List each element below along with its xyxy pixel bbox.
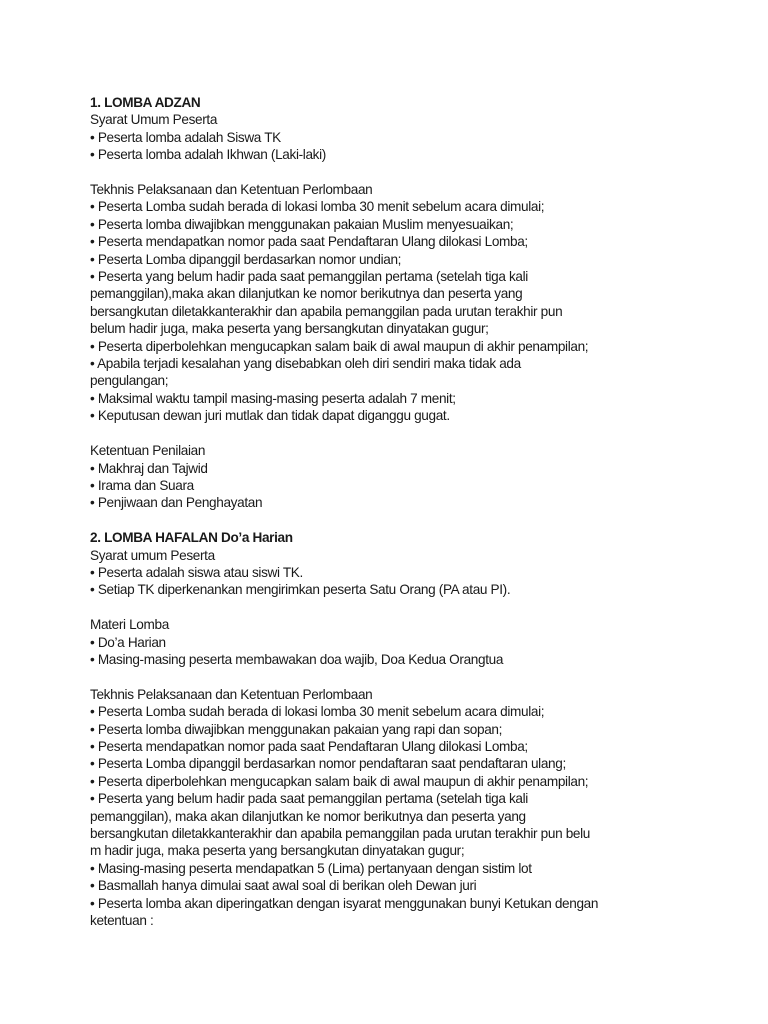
list-item: bersangkutan diletakkanterakhir dan apabila pemanggilan pada urutan terakhir pun belu [90,825,591,841]
section-heading [90,529,750,546]
list-item: ketentuan : [90,913,154,929]
list-item: • Peserta mendapatkan nomor pada saat Pendaftaran Ulang dilokasi Lomba; [90,234,528,250]
list-item: • Peserta lomba adalah Ikhwan (Laki-laki) [90,147,326,163]
list-item: belum hadir juga, maka peserta yang bersangkutan dinyatakan gugur; [90,321,489,337]
list-item: pemanggilan),maka akan dilanjutkan ke nomor berikutnya dan peserta yang [90,286,523,302]
list-item: • Peserta lomba akan diperingatkan dengan isyarat menggunakan bunyi Ketukan dengan [90,895,599,911]
list-item: • Keputusan dewan juri mutlak dan tidak dapat diganggu gugat. [90,408,450,424]
list-item: • Peserta Lomba dipanggil berdasarkan nomor pendaftaran saat pendaftaran ulang; [90,756,566,772]
list-item: bersangkutan diletakkanterakhir dan apabila pemanggilan pada urutan terakhir pun [90,303,563,319]
list-item: • Masing-masing peserta mendapatkan 5 (Lima) pertanyaan dengan sistim lot [90,860,532,876]
block-title: Tekhnis Pelaksanaan dan Ketentuan Perlombaan [90,686,373,702]
list-item: • Makhraj dan Tajwid [90,460,208,476]
block-title: Syarat Umum Peserta [90,112,218,128]
list-item: • Irama dan Suara [90,477,194,493]
block-title: Syarat umum Peserta [90,547,215,563]
list-item: • Peserta diperbolehkan mengucapkan salam baik di awal maupun di akhir penampilan; [90,773,589,789]
list-item: • Penjiwaan dan Penghayatan [90,495,263,511]
list-item: • Peserta adalah siswa atau siswi TK. [90,564,303,580]
list-item: • Do’a Harian [90,634,166,650]
list-item: pengulangan; [90,373,169,389]
list-item: • Peserta diperbolehkan mengucapkan salam baik di awal maupun di akhir penampilan; [90,338,589,354]
list-item: • Peserta lomba adalah Siswa TK [90,129,281,145]
section-heading-bold: 2. LOMBA HAFALAN [90,530,218,546]
list-item: • Peserta Lomba dipanggil berdasarkan nomor undian; [90,251,402,267]
section-heading-rest: Do’a Harian [221,530,293,546]
list-item: pemanggilan), maka akan dilanjutkan ke nomor berikutnya dan peserta yang [90,808,526,824]
list-item: • Masing-masing peserta membawakan doa wajib, Doa Kedua Orangtua [90,651,504,667]
list-item: • Peserta mendapatkan nomor pada saat Pendaftaran Ulang dilokasi Lomba; [90,738,528,754]
list-item: • Apabila terjadi kesalahan yang disebabkan oleh diri sendiri maka tidak ada [90,356,521,372]
list-item: • Peserta lomba diwajibkan menggunakan pakaian Muslim menyesuaikan; [90,216,514,232]
list-item: • Basmallah hanya dimulai saat awal soal di berikan oleh Dewan juri [90,878,477,894]
block-title: Ketentuan Penilaian [90,443,206,459]
block-title: Tekhnis Pelaksanaan dan Ketentuan Perlombaan [90,182,373,198]
list-item: • Maksimal waktu tampil masing-masing peserta adalah 7 menit; [90,390,456,406]
list-item: • Peserta Lomba sudah berada di lokasi lomba 30 menit sebelum acara dimulai; [90,199,545,215]
section-heading [90,94,750,111]
section-heading-bold: 1. LOMBA ADZAN [90,95,201,110]
list-item: m hadir juga, maka peserta yang bersangkutan dinyatakan gugur; [90,843,465,859]
list-item: • Peserta Lomba sudah berada di lokasi lomba 30 menit sebelum acara dimulai; [90,704,545,720]
list-item: • Peserta yang belum hadir pada saat pemanggilan pertama (setelah tiga kali [90,791,528,807]
document-body [90,94,750,929]
list-item: • Setiap TK diperkenankan mengirimkan peserta Satu Orang (PA atau PI). [90,582,511,598]
block-title: Materi Lomba [90,617,169,633]
list-item: • Peserta yang belum hadir pada saat pemanggilan pertama (setelah tiga kali [90,269,528,285]
list-item: • Peserta lomba diwajibkan menggunakan pakaian yang rapi dan sopan; [90,721,503,737]
